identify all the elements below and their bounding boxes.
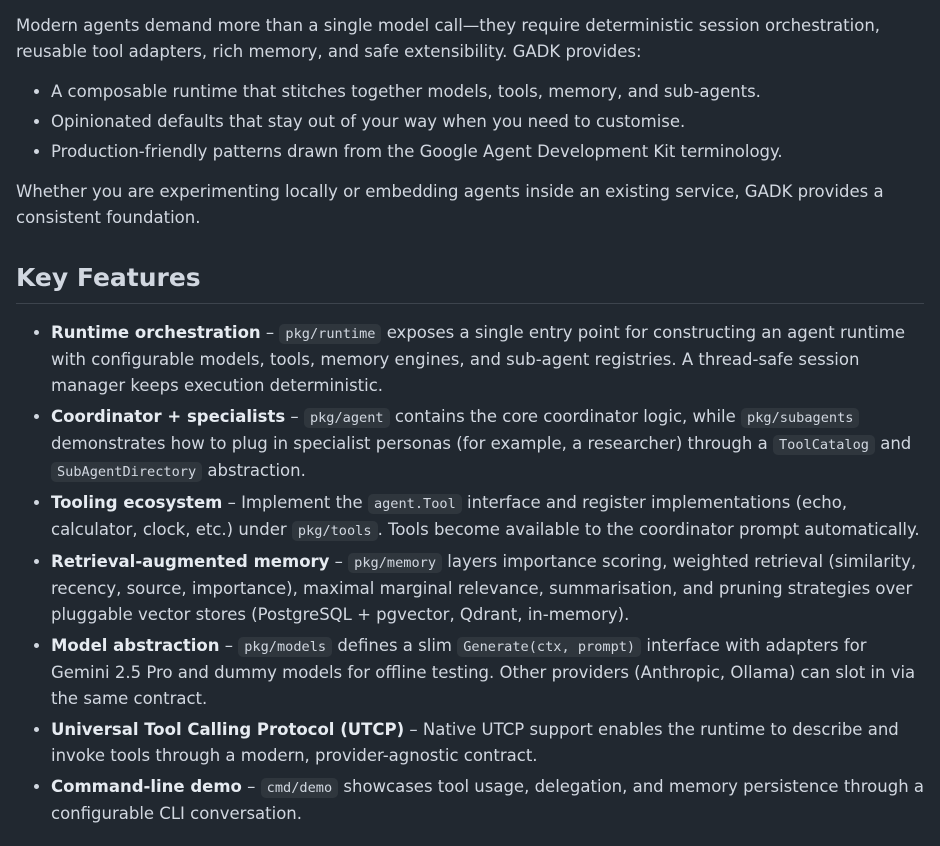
feature-coordinator: [51, 404, 924, 485]
inline-code: ToolCatalog: [773, 435, 875, 455]
feature-runtime-orchestration: [51, 320, 924, 399]
inline-code: cmd/demo: [261, 778, 338, 798]
feature-utcp: [51, 717, 924, 769]
list-item: • A composable runtime that stitches together models, tools, memory, and sub-agents.: [51, 79, 924, 105]
feature-text: and: [874, 434, 912, 453]
summary-paragraph: Whether you are experimenting locally or embedding agents inside an existing service, GADK provides a consistent foundation.: [16, 182, 884, 227]
inline-code: pkg/runtime: [279, 324, 381, 344]
feature-text: abstraction.: [202, 461, 306, 480]
feature-text: . Tools become available to the coordinator prompt automatically.: [377, 520, 920, 539]
feature-tooling: [51, 490, 924, 544]
feature-title: Command-line demo: [51, 777, 242, 796]
feature-title: Runtime orchestration: [51, 323, 261, 342]
feature-title: Model abstraction: [51, 636, 220, 655]
inline-code: Generate(ctx, prompt): [457, 637, 641, 657]
feature-title: Retrieval-augmented memory: [51, 552, 330, 571]
inline-code: SubAgentDirectory: [51, 462, 202, 482]
feature-text: showcases tool usage, delegation, and memory persistence through a configurable CLI conversation.: [51, 777, 925, 823]
dash: –: [285, 407, 304, 426]
features-list: [16, 320, 924, 827]
dash: –: [219, 636, 239, 655]
feature-models: [51, 633, 924, 712]
inline-code: agent.Tool: [368, 494, 462, 514]
feature-text: defines a slim: [332, 636, 458, 655]
section-heading: Key Features: [16, 261, 924, 304]
list-item: • Opinionated defaults that stay out of your way when you need to customise.: [51, 109, 924, 135]
dash: –: [241, 777, 261, 796]
intro-paragraph: Modern agents demand more than a single model call—they require deterministic session orchestration, reusable tool adapters, rich memory, and safe extensibility. GADK provides:: [16, 16, 881, 61]
feature-text: interface and register implementations (echo, calculator, clock, etc.) under: [51, 493, 848, 539]
feature-cli-demo: [51, 774, 924, 827]
feature-text: layers importance scoring, weighted retrieval (similarity, recency, source, importance), maximal marginal relevance, summarisation, and pruning strategies over pluggable vector stores (PostgreSQL + pgvector, Qdrant, in-memory).: [51, 552, 917, 624]
dash: –: [329, 552, 349, 571]
intro-list: [16, 79, 924, 165]
feature-text: exposes a single entry point for constructing an agent runtime with configurable models, tools, memory engines, and sub-agent registries. A thread-safe session manager keeps execution deterministic.: [51, 323, 905, 395]
inline-code: pkg/memory: [348, 553, 442, 573]
inline-code: pkg/models: [238, 637, 332, 657]
feature-text: – Native UTCP support enables the runtime to describe and invoke tools through a modern, provider-agnostic contract.: [51, 720, 899, 765]
dash: –: [260, 323, 280, 342]
list-item: • Production-friendly patterns drawn from the Google Agent Development Kit terminology.: [51, 139, 924, 165]
feature-memory: [51, 549, 924, 628]
feature-title: Tooling ecosystem: [51, 493, 223, 512]
inline-code: pkg/tools: [292, 521, 378, 541]
feature-text: demonstrates how to plug in specialist personas (for example, a researcher) through a: [51, 434, 773, 453]
feature-title: Universal Tool Calling Protocol (UTCP): [51, 720, 405, 739]
inline-code: pkg/subagents: [741, 408, 859, 428]
feature-text: contains the core coordinator logic, while: [389, 407, 742, 426]
feature-title: Coordinator + specialists: [51, 407, 286, 426]
feature-text: interface with adapters for Gemini 2.5 Pro and dummy models for offline testing. Other providers (Anthropic, Ollama) can slot in via the same contract.: [51, 636, 916, 708]
inline-code: pkg/agent: [304, 408, 390, 428]
feature-text: – Implement the: [222, 493, 368, 512]
